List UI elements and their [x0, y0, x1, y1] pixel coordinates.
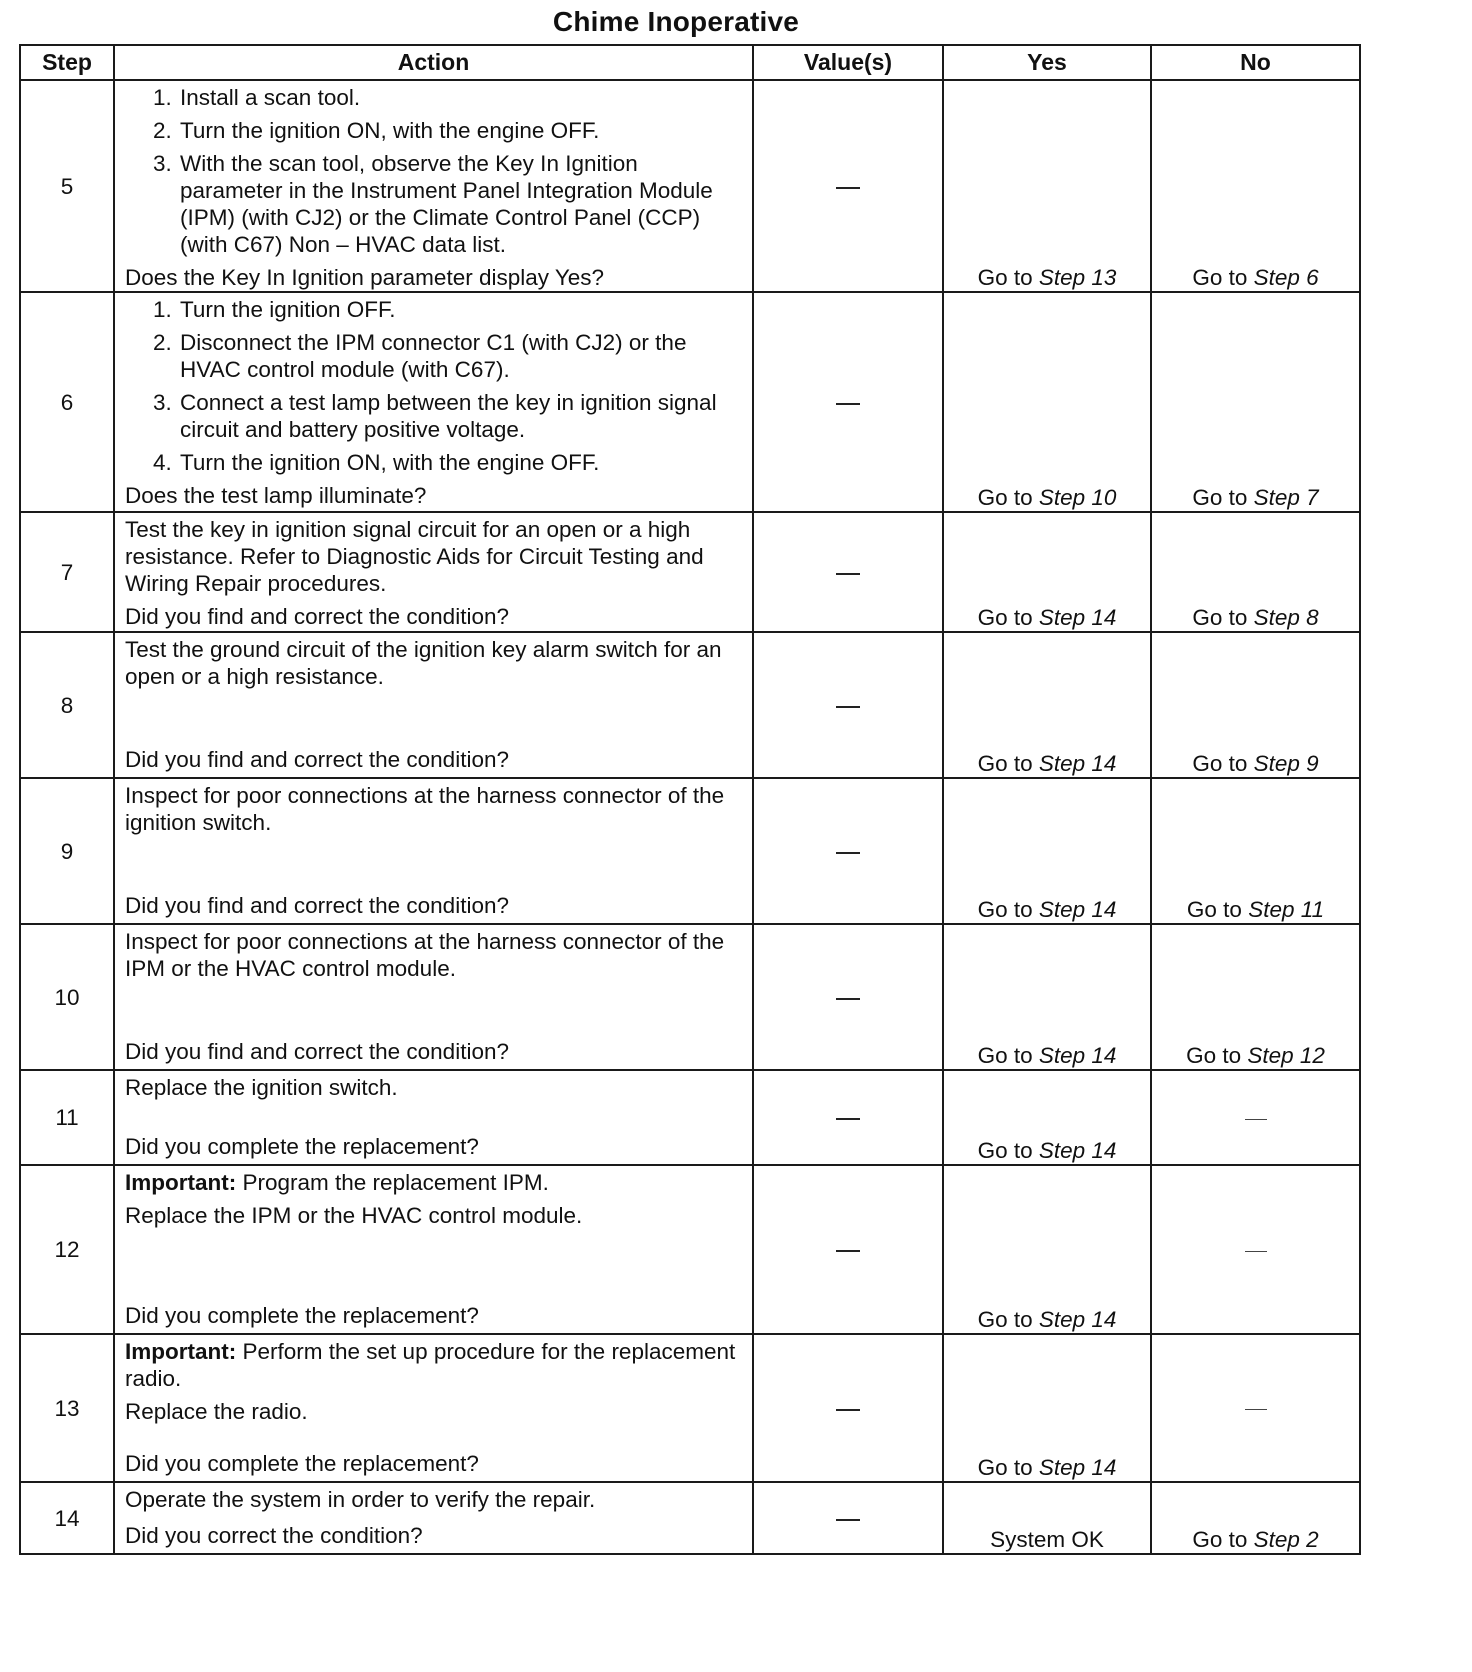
- yes-cell: [943, 1070, 1151, 1165]
- yes-cell: [943, 292, 1151, 512]
- no-cell: [1151, 292, 1360, 512]
- step-number: 13: [20, 1334, 114, 1482]
- action-text: Replace the radio.: [125, 1399, 308, 1424]
- action-text: Test the key in ignition signal circuit for an open or a high resistance. Refer to Diagnostic Aids for Circuit Testing and Wiring Repair procedures.: [125, 517, 704, 596]
- action-text: Operate the system in order to verify the repair.: [125, 1487, 596, 1512]
- yes-prefix: Go to: [977, 265, 1033, 290]
- important-text: Program the replacement IPM.: [236, 1170, 549, 1195]
- header-step: Step: [20, 45, 114, 80]
- table-row: [20, 1334, 1360, 1482]
- action-text: Test the ground circuit of the ignition key alarm switch for an open or a high resistance.: [125, 637, 722, 689]
- action-text: Replace the IPM or the HVAC control module.: [125, 1203, 583, 1228]
- no-cell: [1151, 1334, 1360, 1482]
- yes-cell: [943, 512, 1151, 632]
- action-question: Did you find and correct the condition?: [125, 1039, 509, 1064]
- yes-cell: [943, 924, 1151, 1070]
- action-steps: [125, 84, 744, 264]
- header-no: No: [1151, 45, 1360, 80]
- no-prefix: Go to: [1186, 1043, 1242, 1068]
- value-cell: [753, 80, 943, 292]
- value-cell: [753, 1482, 943, 1554]
- yes-prefix: Go to: [977, 897, 1033, 922]
- yes-prefix: Go to: [977, 485, 1033, 510]
- action-question: Did you find and correct the condition?: [125, 604, 509, 629]
- header-row: [20, 45, 1360, 80]
- table-row: [20, 1165, 1360, 1334]
- table-row: [20, 632, 1360, 778]
- yes-cell: [943, 1482, 1151, 1554]
- value-cell: [753, 924, 943, 1070]
- value-dash: [836, 1118, 860, 1120]
- action-question: Does the test lamp illuminate?: [125, 483, 427, 508]
- header-yes: Yes: [943, 45, 1151, 80]
- value-dash: [836, 998, 860, 1000]
- yes-prefix: Go to: [977, 1307, 1033, 1332]
- important-note: [125, 1169, 744, 1196]
- no-cell: [1151, 1482, 1360, 1554]
- step-number: 7: [20, 512, 114, 632]
- yes-cell: [943, 1334, 1151, 1482]
- no-cell: [1151, 1165, 1360, 1334]
- action-step-item: 2. Disconnect the IPM connector C1 (with CJ2) or the HVAC control module (with C67).: [178, 329, 744, 383]
- action-question: Did you complete the replacement?: [125, 1451, 479, 1476]
- action-cell: [114, 1482, 753, 1554]
- action-step-item: 4. Turn the ignition ON, with the engine OFF.: [178, 449, 744, 476]
- value-dash: [836, 852, 860, 854]
- no-step-link[interactable]: Step 11: [1248, 897, 1325, 922]
- action-cell: [114, 1070, 753, 1165]
- action-question: Did you complete the replacement?: [125, 1303, 479, 1328]
- step-number: 10: [20, 924, 114, 1070]
- no-step-link[interactable]: Step 2: [1253, 1527, 1319, 1552]
- important-note: [125, 1338, 744, 1392]
- value-dash: [836, 1519, 860, 1521]
- no-prefix: Go to: [1192, 1527, 1248, 1552]
- value-dash: [836, 1409, 860, 1411]
- no-cell: [1151, 1070, 1360, 1165]
- yes-prefix: Go to: [977, 1138, 1033, 1163]
- yes-step-link[interactable]: Step 14: [1038, 1455, 1117, 1480]
- no-step-link[interactable]: Step 9: [1253, 751, 1319, 776]
- no-step-link[interactable]: Step 12: [1247, 1043, 1325, 1068]
- no-dash: [1245, 1119, 1267, 1120]
- no-cell: [1151, 924, 1360, 1070]
- no-prefix: Go to: [1192, 265, 1248, 290]
- step-number: 8: [20, 632, 114, 778]
- action-step-item: 2. Turn the ignition ON, with the engine OFF.: [178, 117, 744, 144]
- yes-prefix: Go to: [977, 1043, 1033, 1068]
- yes-result: System OK: [990, 1527, 1104, 1552]
- action-cell: [114, 778, 753, 924]
- table-row: [20, 512, 1360, 632]
- action-text: Inspect for poor connections at the harness connector of the IPM or the HVAC control module.: [125, 929, 725, 981]
- table-row: [20, 292, 1360, 512]
- action-cell: [114, 924, 753, 1070]
- action-cell: [114, 80, 753, 292]
- no-prefix: Go to: [1192, 485, 1248, 510]
- step-number: 14: [20, 1482, 114, 1554]
- action-step-item: 1. Install a scan tool.: [178, 84, 744, 111]
- step-number: 12: [20, 1165, 114, 1334]
- action-question: Did you find and correct the condition?: [125, 893, 509, 918]
- no-cell: [1151, 512, 1360, 632]
- no-prefix: Go to: [1192, 751, 1248, 776]
- no-step-link[interactable]: Step 6: [1253, 265, 1319, 290]
- action-step-item: 3. Connect a test lamp between the key in ignition signal circuit and battery positive voltage.: [178, 389, 744, 443]
- yes-step-link[interactable]: Step 14: [1038, 751, 1117, 776]
- yes-prefix: Go to: [977, 1455, 1033, 1480]
- page-title: Chime Inoperative: [552, 6, 800, 37]
- yes-step-link[interactable]: Step 13: [1038, 265, 1117, 290]
- important-text: Perform the set up procedure for the replacement radio.: [125, 1339, 736, 1391]
- yes-step-link[interactable]: Step 14: [1038, 1307, 1117, 1332]
- important-label: Important:: [125, 1170, 237, 1195]
- step-number: 5: [20, 80, 114, 292]
- action-text: Replace the ignition switch.: [125, 1075, 398, 1100]
- action-cell: [114, 512, 753, 632]
- yes-prefix: Go to: [977, 605, 1033, 630]
- important-label: Important:: [125, 1339, 237, 1364]
- table-row: [20, 924, 1360, 1070]
- no-dash: [1245, 1251, 1267, 1252]
- no-dash: [1245, 1409, 1267, 1410]
- action-cell: [114, 1334, 753, 1482]
- no-cell: [1151, 778, 1360, 924]
- value-cell: [753, 1070, 943, 1165]
- no-prefix: Go to: [1192, 605, 1248, 630]
- value-dash: [836, 1250, 860, 1252]
- value-cell: [753, 512, 943, 632]
- no-step-link[interactable]: Step 7: [1253, 485, 1319, 510]
- value-cell: [753, 632, 943, 778]
- yes-cell: [943, 80, 1151, 292]
- action-question: Did you complete the replacement?: [125, 1134, 479, 1159]
- header-action: Action: [114, 45, 753, 80]
- table-row: [20, 80, 1360, 292]
- yes-step-link[interactable]: Step 14: [1038, 1138, 1117, 1163]
- no-step-link[interactable]: Step 8: [1253, 605, 1319, 630]
- action-text: Inspect for poor connections at the harness connector of the ignition switch.: [125, 783, 725, 835]
- yes-step-link[interactable]: Step 10: [1038, 485, 1117, 510]
- no-prefix: Go to: [1186, 897, 1242, 922]
- yes-step-link[interactable]: Step 14: [1038, 897, 1117, 922]
- yes-cell: [943, 1165, 1151, 1334]
- action-steps: [125, 296, 744, 482]
- step-number: 9: [20, 778, 114, 924]
- yes-cell: [943, 778, 1151, 924]
- yes-prefix: Go to: [977, 751, 1033, 776]
- action-question: Did you correct the condition?: [125, 1523, 423, 1548]
- action-cell: [114, 292, 753, 512]
- action-step-item: 3. With the scan tool, observe the Key In Ignition parameter in the Instrument Panel Integration Module (IPM) (with CJ2) or the Climate Control Panel (CCP) (with C67) Non – HVAC data list.: [178, 150, 744, 258]
- value-dash: [836, 706, 860, 708]
- value-cell: [753, 778, 943, 924]
- step-number: 6: [20, 292, 114, 512]
- no-cell: [1151, 80, 1360, 292]
- action-cell: [114, 632, 753, 778]
- action-cell: [114, 1165, 753, 1334]
- value-cell: [753, 292, 943, 512]
- table-row: [20, 778, 1360, 924]
- action-step-item: 1. Turn the ignition OFF.: [178, 296, 744, 323]
- no-cell: [1151, 632, 1360, 778]
- yes-step-link[interactable]: Step 14: [1038, 1043, 1117, 1068]
- value-dash: [836, 187, 860, 189]
- table-row: [20, 1070, 1360, 1165]
- header-values: Value(s): [753, 45, 943, 80]
- value-cell: [753, 1165, 943, 1334]
- action-question: Does the Key In Ignition parameter display Yes?: [125, 265, 605, 290]
- value-dash: [836, 573, 860, 575]
- yes-step-link[interactable]: Step 14: [1038, 605, 1117, 630]
- yes-cell: [943, 632, 1151, 778]
- action-question: Did you find and correct the condition?: [125, 747, 509, 772]
- step-number: 11: [20, 1070, 114, 1165]
- value-cell: [753, 1334, 943, 1482]
- value-dash: [836, 403, 860, 405]
- diagnostic-table: [19, 44, 1361, 1555]
- table-row: [20, 1482, 1360, 1554]
